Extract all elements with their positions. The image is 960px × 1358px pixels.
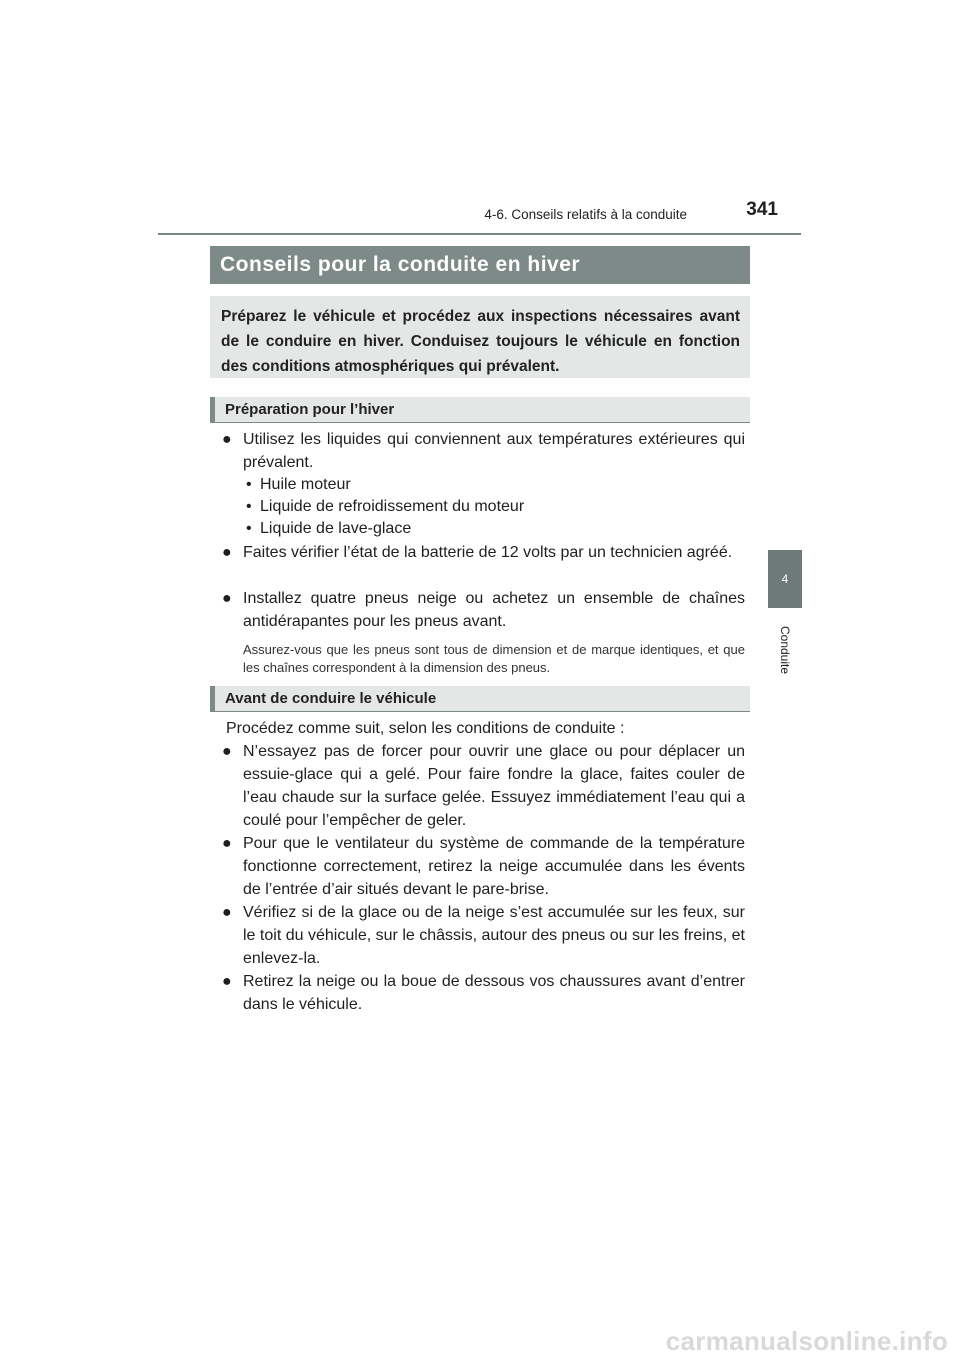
bullet-text: Faites vérifier l’état de la batterie de 12 volts par un technicien agréé.: [243, 544, 733, 561]
bullet-icon: ●: [222, 743, 232, 760]
running-header-section: 4-6. Conseils relatifs à la conduite: [484, 207, 687, 222]
bullet-item: [222, 901, 745, 970]
bullet-icon: ●: [222, 590, 232, 607]
chapter-tab-label: [768, 620, 802, 680]
header-divider: [158, 233, 801, 235]
bullet-icon: ●: [222, 973, 232, 990]
sub-bullet-text: Liquide de lave-glace: [260, 520, 412, 537]
watermark-text: carmanualsonline.info: [665, 1326, 948, 1356]
page-title: Conseils pour la conduite en hiver: [210, 246, 750, 284]
lead-text: Procédez comme suit, selon les conditions de conduite :: [226, 720, 625, 737]
sub-bullet-item: [246, 474, 351, 496]
page-number: 341: [746, 199, 778, 220]
bullet-text: Utilisez les liquides qui conviennent aux températures extérieures qui prévalent.: [243, 431, 745, 471]
watermark: [0, 1326, 960, 1358]
sub-bullet-text: Huile moteur: [260, 476, 351, 493]
bullet-item: [222, 587, 745, 633]
section-heading-before-driving: Avant de conduire le véhicule: [210, 686, 750, 712]
bullet-text: Vérifiez si de la glace ou de la neige s’est accumulée sur les feux, sur le toit du véhicule, sur le châssis, autour des pneus ou sur les freins, et enlevez-la.: [243, 904, 745, 967]
bullet-item: [222, 428, 745, 474]
bullet-icon: ●: [222, 904, 232, 921]
bullet-item: [222, 740, 745, 832]
note-text: Assurez-vous que les pneus sont tous de dimension et de marque identiques, et que les chaînes correspondent à la dimension des pneus.: [243, 642, 745, 675]
intro-paragraph: Préparez le véhicule et procédez aux inspections nécessaires avant de le conduire en hiver. Conduisez toujours le véhicule en fonction des conditions atmosphériques qui prévalent.: [210, 296, 750, 378]
chapter-label-text: Conduite: [778, 625, 793, 675]
bullet-text: Installez quatre pneus neige ou achetez un ensemble de chaînes antidérapantes pour les pneus avant.: [243, 590, 745, 630]
sub-bullet-item: [246, 496, 524, 518]
bullet-icon: ●: [222, 431, 232, 448]
sub-bullet-item: [246, 518, 411, 540]
bullet-icon: ●: [222, 835, 232, 852]
sub-bullet-text: Liquide de refroidissement du moteur: [260, 498, 525, 515]
bullet-item: [222, 970, 745, 1016]
chapter-tab-number: 4: [768, 550, 802, 608]
bullet-text: Pour que le ventilateur du système de commande de la température fonctionne correctement, retirez la neige accumulée dans les évents de l’entrée d’air situés devant le pare-brise.: [243, 835, 745, 898]
sub-bullet-icon: •: [246, 498, 252, 515]
bullet-icon: ●: [222, 544, 232, 561]
bullet-text: N’essayez pas de forcer pour ouvrir une glace ou pour déplacer un essuie-glace qui a gelé. Pour faire fondre la glace, faites couler de l’eau chaude sur la surface gelée. Essuyez immédiatement l’eau qui a coulé pour l’empêcher de geler.: [243, 743, 745, 829]
sub-bullet-icon: •: [246, 476, 252, 493]
section-heading-winter-preparation: Préparation pour l’hiver: [210, 397, 750, 423]
sub-bullet-icon: •: [246, 520, 252, 537]
bullet-text: Retirez la neige ou la boue de dessous vos chaussures avant d’entrer dans le véhicule.: [243, 973, 745, 1013]
bullet-item: [222, 832, 745, 901]
bullet-item: [222, 541, 745, 564]
